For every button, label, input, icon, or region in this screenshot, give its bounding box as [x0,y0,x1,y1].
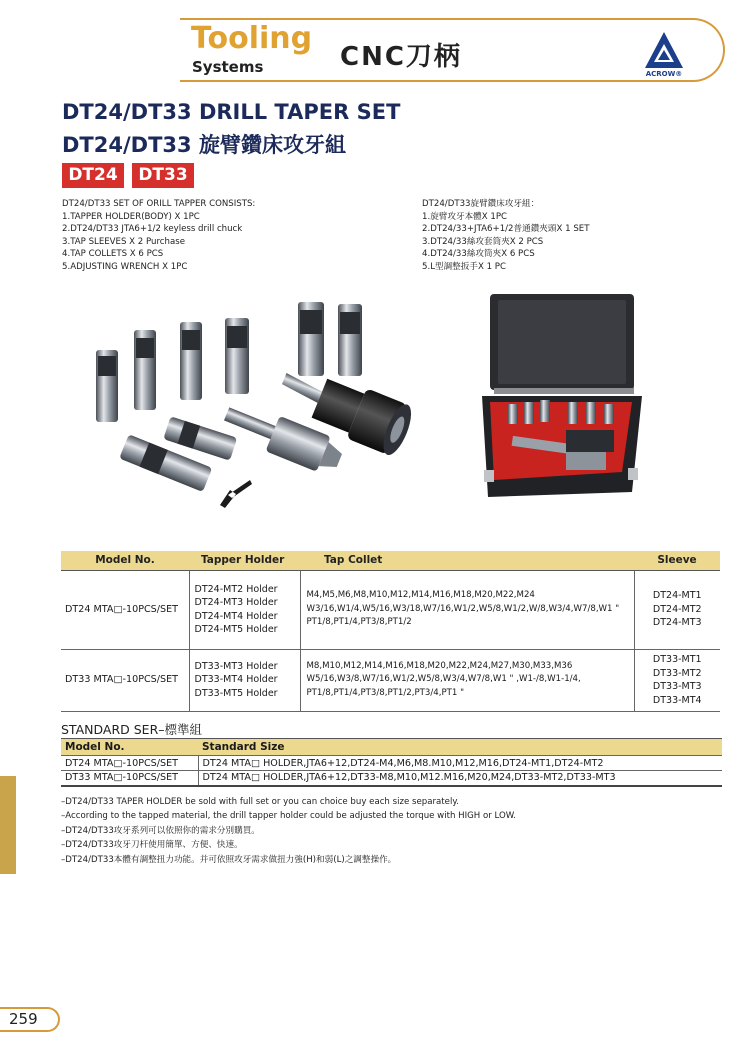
table-row [61,649,720,711]
page-title-en: DT24/DT33 DRILL TAPER SET [62,100,401,124]
brand-systems: Systems [192,58,264,76]
col-header-standard-size: Standard Size [198,739,722,756]
note-item: –DT24/DT33 TAPER HOLDER be sold with full set or you can choice buy each size separately. [61,797,459,807]
components-photo [70,290,425,525]
table-row [61,771,722,786]
sleeve-cell [634,649,720,711]
case-photo [482,292,642,502]
sleeve-item: DT33-MT4 [652,694,702,706]
table-header-row [61,551,720,570]
consists-list-en [62,198,255,274]
collet-line: PT1/8,PT1/4,PT3/8,PT1/2 [306,617,412,628]
tag-dt24: DT24 [62,163,124,188]
note-item: –According to the tapped material, the drill tapper holder could be adjusted the torque with HIGH or LOW. [61,811,516,822]
list-item: 1.TAPPER HOLDER(BODY) X 1PC [62,211,200,222]
col-header-sleeve: Sleeve [634,551,720,570]
page-title-zh: DT24/DT33 旋臂鑽床攻牙組 [62,133,346,157]
header-cnc-title: CNC刀柄 [340,42,462,72]
list-item: 5.L型調整扳手X 1 PC [422,261,506,272]
side-tab-marker [0,776,16,874]
list-item: DT24/DT33旋臂鑽床攻牙組： [422,199,540,209]
model-cell: DT33 MTA□-10PCS/SET [61,771,198,786]
collet-cell [300,649,634,711]
brand-tooling: Tooling [191,21,313,56]
tag-dt33: DT33 [132,163,194,188]
size-cell: DT24 MTA□ HOLDER,JTA6+12,DT24-M4,M6,M8.M10,M12,M16,DT24-MT1,DT24-MT2 [198,756,722,771]
list-item: 2.DT24/DT33 JTA6+1/2 keyless drill chuck [62,224,243,235]
collet-line: W3/16,W1/4,W5/16,W3/18,W7/16,W1/2,W5/8,W1/2,W/8,W3/4,W7/8,W1 " [306,603,620,614]
list-item: 3.DT24/33絲攻套筒夾X 2 PCS [422,236,544,247]
col-header-holder: Tapper Holder [189,551,300,570]
holder-item: DT24-MT3 Holder [194,597,278,608]
holder-item: DT33-MT3 Holder [194,660,278,672]
holder-cell [189,649,300,711]
model-cell: DT33 MTA□-10PCS/SET [61,649,189,711]
collet-line: W5/16,W3/8,W7/16,W1/2,W5/8,W3/4,W7/8,W1 " ,W1-/8,W1-1/4, [306,674,581,685]
sleeve-cell [634,570,720,649]
list-item: 4.TAP COLLETS X 6 PCS [62,249,164,260]
collet-line: PT1/8,PT1/4,PT3/8,PT1/2,PT3/4,PT1 " [306,687,465,698]
acrow-logo [643,30,685,78]
list-item: 1.旋臂攻牙本體X 1PC [422,211,508,222]
note-item: –DT24/DT33攻牙刀杆使用簡單、方便、快速。 [61,840,243,851]
col-header-model: Model No. [61,551,189,570]
consists-list-zh [422,198,589,274]
spec-table [61,551,720,712]
holder-item: DT33-MT5 Holder [194,687,278,699]
holder-item: DT24-MT2 Holder [194,583,278,595]
model-cell: DT24 MTA□-10PCS/SET [61,756,198,771]
collet-cell [300,570,634,649]
collet-line: M8,M10,M12,M14,M16,M18,M20,M22,M24,M27,M30,M33,M36 [306,660,573,671]
sleeve-item: DT24-MT2 [652,603,702,615]
list-item: DT24/DT33 SET OF ORILL TAPPER CONSISTS: [62,199,256,209]
holder-item: DT33-MT4 Holder [194,674,278,686]
note-item: –DT24/DT33本體有調整扭力功能。并可依照攻牙需求做扭力強(H)和弱(L)之調整操作。 [61,854,397,865]
holder-item: DT24-MT4 Holder [194,610,278,622]
list-item: 4.DT24/33絲攻筒夾X 6 PCS [422,249,535,260]
notes-list [61,795,516,867]
sleeve-item: DT24-MT3 [652,617,702,629]
sleeve-item: DT33-MT1 [652,654,702,665]
sleeve-item: DT33-MT3 [652,681,702,692]
collet-line: M4,M5,M6,M8,M10,M12,M14,M16,M18,M20,M22,M24 [306,590,535,601]
table-header-row [61,739,722,756]
page-number: 259 [9,1010,38,1028]
logo-text: ACROW® [645,70,683,78]
sleeve-item: DT33-MT2 [652,667,702,679]
note-item: –DT24/DT33攻牙系列可以依照你的需求分別購買。 [61,825,260,836]
list-item: 5.ADJUSTING WRENCH X 1PC [62,261,188,272]
sleeve-item: DT24-MT1 [652,590,702,602]
holder-item: DT24-MT5 Holder [194,624,278,635]
table-row [61,570,720,649]
model-cell: DT24 MTA□-10PCS/SET [61,570,189,649]
col-header-collet: Tap Collet [300,551,634,570]
table-row [61,756,722,771]
standard-set-title: STANDARD SER–標準組 [61,722,203,737]
col-header-model: Model No. [61,739,198,756]
list-item: 3.TAP SLEEVES X 2 Purchase [62,236,186,247]
list-item: 2.DT24/33+JTA6+1/2普通鑽夾頭X 1 SET [422,224,590,235]
holder-cell [189,570,300,649]
size-cell: DT24 MTA□ HOLDER,JTA6+12,DT33-M8,M10,M12.M16,M20,M24,DT33-MT2,DT33-MT3 [198,771,722,786]
standard-set-table [61,738,722,787]
